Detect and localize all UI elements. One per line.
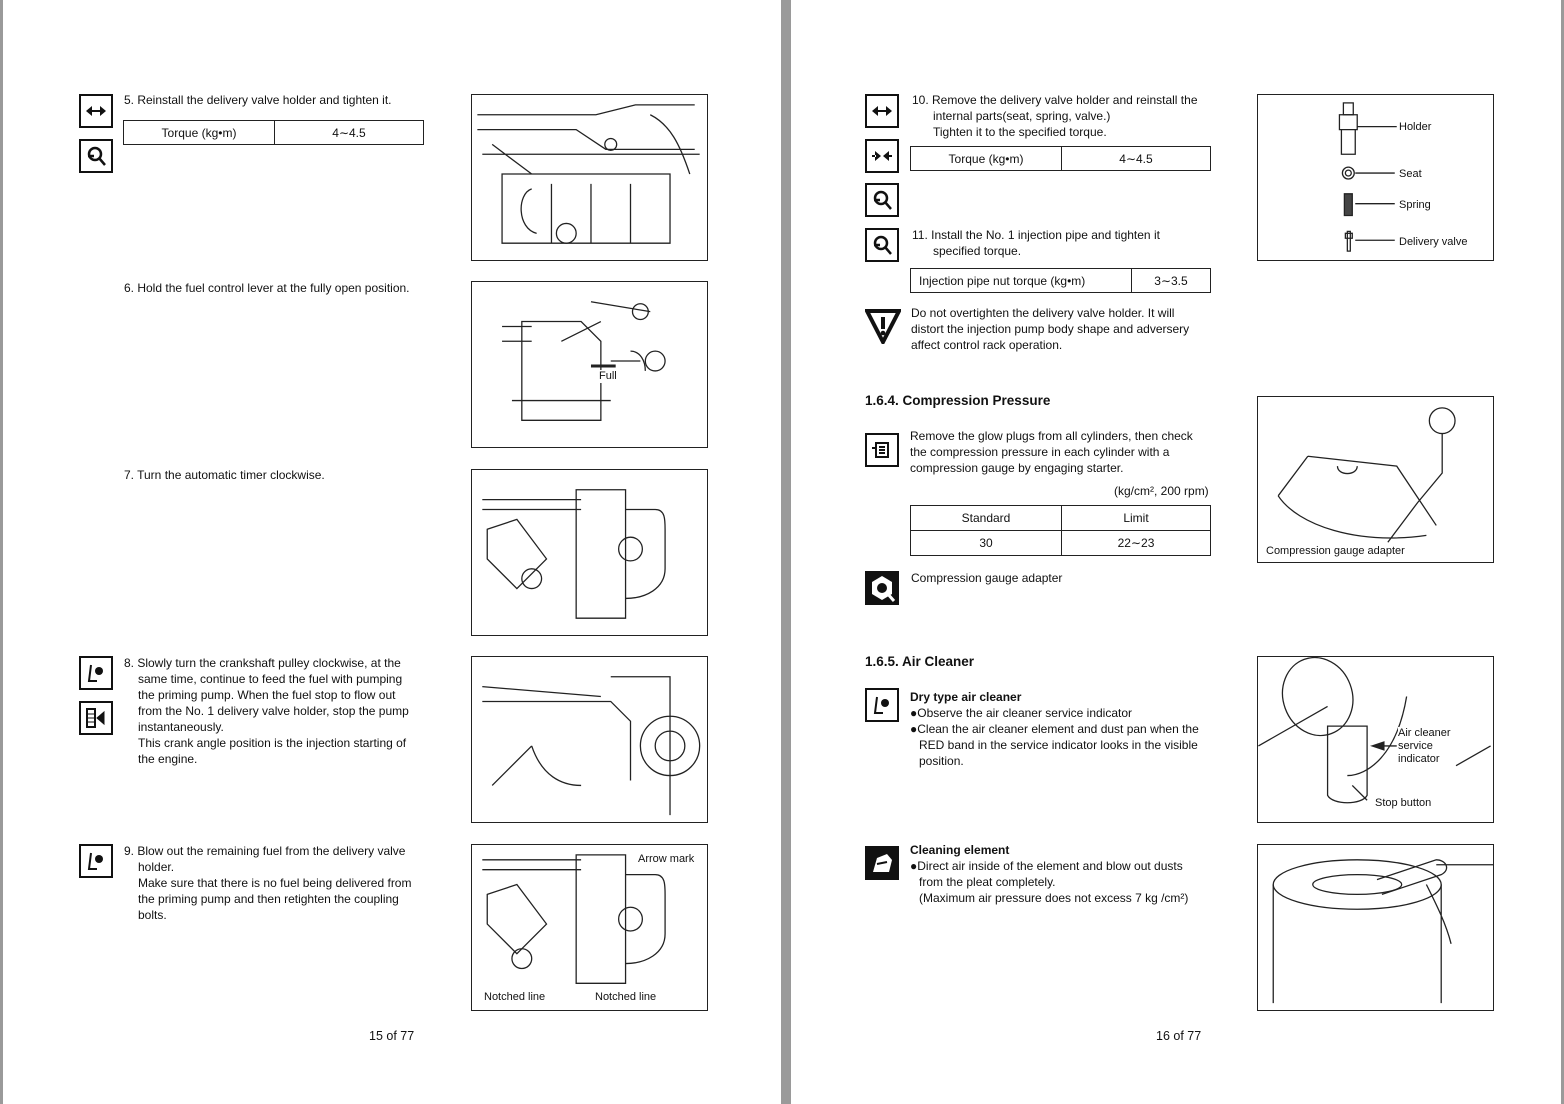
seat-label: Seat <box>1399 168 1422 180</box>
line: specified torque. <box>933 244 1022 258</box>
caution-icon <box>865 308 901 347</box>
fuel-control-lever-illustration <box>471 281 708 448</box>
torque-value: 3∼3.5 <box>1132 269 1211 293</box>
line: compression gauge by engaging starter. <box>910 461 1124 475</box>
compression-text <box>910 428 1193 476</box>
automatic-timer-illustration <box>471 469 708 636</box>
header-limit: Limit <box>1062 506 1211 531</box>
special-tool-icon <box>865 571 899 605</box>
step-6-text: 6. Hold the fuel control lever at the fully open position. <box>124 281 410 295</box>
tighten-arrows-icon <box>865 139 899 173</box>
delivery-valve-label: Delivery valve <box>1399 236 1468 248</box>
torque-table <box>123 120 424 145</box>
line: 9. Blow out the remaining fuel from the delivery valve <box>124 844 406 858</box>
line: instantaneously. <box>138 720 224 734</box>
compression-gauge-illustration <box>1257 396 1494 563</box>
line: This crank angle position is the injection starting of <box>138 736 407 750</box>
header-standard: Standard <box>911 506 1062 531</box>
adjust-arrows-icon <box>79 94 113 128</box>
torque-label: Torque (kg•m) <box>124 121 275 145</box>
line: the engine. <box>138 752 198 766</box>
line: the priming pump and then retighten the coupling <box>138 892 399 906</box>
injection-pipe-torque-table <box>910 268 1211 293</box>
cleaning-element-section <box>910 842 1230 906</box>
step-11-text <box>912 227 1253 259</box>
bullet: position. <box>919 754 964 768</box>
step-8-text <box>124 655 448 767</box>
service-indicator-label <box>1398 727 1451 766</box>
crankshaft-pulley-illustration <box>471 656 708 823</box>
line: service <box>1398 740 1433 752</box>
torque-table <box>910 146 1211 171</box>
caution-text <box>911 305 1189 353</box>
tool-name: Compression gauge adapter <box>911 571 1063 585</box>
line: the priming pump. When the fuel stop to flow out <box>138 688 396 702</box>
page-15 <box>3 0 781 1104</box>
cleaning-element-title: Cleaning element <box>910 843 1010 857</box>
air-cleaner-heading: 1.6.5. Air Cleaner <box>865 654 975 669</box>
line: same time, continue to feed the fuel with pumping <box>138 672 403 686</box>
stop-button-label: Stop button <box>1375 797 1432 809</box>
spring-label: Spring <box>1399 199 1431 211</box>
line: 10. Remove the delivery valve holder and reinstall the <box>912 93 1198 107</box>
line: Do not overtighten the delivery valve holder. It will <box>911 306 1175 320</box>
measure-icon <box>865 433 899 467</box>
line: holder. <box>138 860 175 874</box>
line: distort the injection pump body shape and adversery <box>911 322 1190 336</box>
line: Tighten it to the specified torque. <box>933 125 1107 139</box>
torque-value: 4∼4.5 <box>1062 147 1211 171</box>
line: 8. Slowly turn the crankshaft pulley clockwise, at the <box>124 656 401 670</box>
torque-label: Injection pipe nut torque (kg•m) <box>911 269 1132 293</box>
step-7-text: 7. Turn the automatic timer clockwise. <box>124 468 325 482</box>
torque-wrench-icon <box>865 183 899 217</box>
arrow-mark-label: Arrow mark <box>638 853 695 865</box>
line: Make sure that there is no fuel being delivered from <box>138 876 412 890</box>
inspect-icon <box>79 844 113 878</box>
inspect-icon <box>865 688 899 722</box>
line: Remove the glow plugs from all cylinders, then check <box>910 429 1193 443</box>
page-16 <box>791 0 1561 1104</box>
line: Air cleaner <box>1398 727 1451 739</box>
bullet: ●Direct air inside of the element and blow out dusts <box>910 859 1183 873</box>
line: 11. Install the No. 1 injection pipe and tighten it <box>912 228 1160 242</box>
line: internal parts(seat, spring, valve.) <box>933 109 1111 123</box>
delivery-valve-parts-illustration <box>1257 94 1494 261</box>
cleaning-element-illustration <box>1257 844 1494 1011</box>
page-number: 15 of 77 <box>369 1029 415 1043</box>
standard-value: 30 <box>911 531 1062 556</box>
inspect-icon <box>79 656 113 690</box>
compression-gauge-adapter-label: Compression gauge adapter <box>1266 545 1405 557</box>
gauge-scale-icon <box>79 701 113 735</box>
limit-value: 22∼23 <box>1062 531 1211 556</box>
notched-line-label: Notched line <box>595 991 657 1003</box>
bullet: (Maximum air pressure does not excess 7 kg /cm²) <box>919 891 1189 905</box>
line: from the No. 1 delivery valve holder, stop the pump <box>138 704 409 718</box>
torque-value: 4∼4.5 <box>275 121 424 145</box>
compression-pressure-heading: 1.6.4. Compression Pressure <box>865 393 1051 408</box>
step-10-text <box>912 92 1253 140</box>
line: the compression pressure in each cylinder with a <box>910 445 1170 459</box>
compression-table <box>910 505 1211 556</box>
cleaning-hand-icon <box>865 846 899 880</box>
page-number: 16 of 77 <box>1156 1029 1202 1043</box>
adjust-arrows-icon <box>865 94 899 128</box>
step-9-text <box>124 843 448 923</box>
line: indicator <box>1398 753 1440 765</box>
step-5-text: 5. Reinstall the delivery valve holder and tighten it. <box>124 93 392 107</box>
torque-wrench-icon <box>865 228 899 262</box>
line: affect control rack operation. <box>911 338 1063 352</box>
timer-marks-illustration <box>471 844 708 1011</box>
torque-wrench-icon <box>79 139 113 173</box>
dry-air-cleaner-section <box>910 689 1230 769</box>
line: bolts. <box>138 908 167 922</box>
torque-label: Torque (kg•m) <box>911 147 1062 171</box>
holder-label: Holder <box>1399 121 1432 133</box>
bullet: from the pleat completely. <box>919 875 1056 889</box>
delivery-valve-holder-illustration <box>471 94 708 261</box>
full-label: Full <box>599 370 617 382</box>
dry-air-cleaner-title: Dry type air cleaner <box>910 690 1022 704</box>
bullet: ●Clean the air cleaner element and dust pan when the <box>910 722 1199 736</box>
bullet: RED band in the service indicator looks in the visible <box>919 738 1198 752</box>
service-indicator-illustration <box>1257 656 1494 823</box>
notched-line-label: Notched line <box>484 991 546 1003</box>
unit-label: (kg/cm², 200 rpm) <box>1114 484 1209 498</box>
bullet: ●Observe the air cleaner service indicator <box>910 706 1133 720</box>
